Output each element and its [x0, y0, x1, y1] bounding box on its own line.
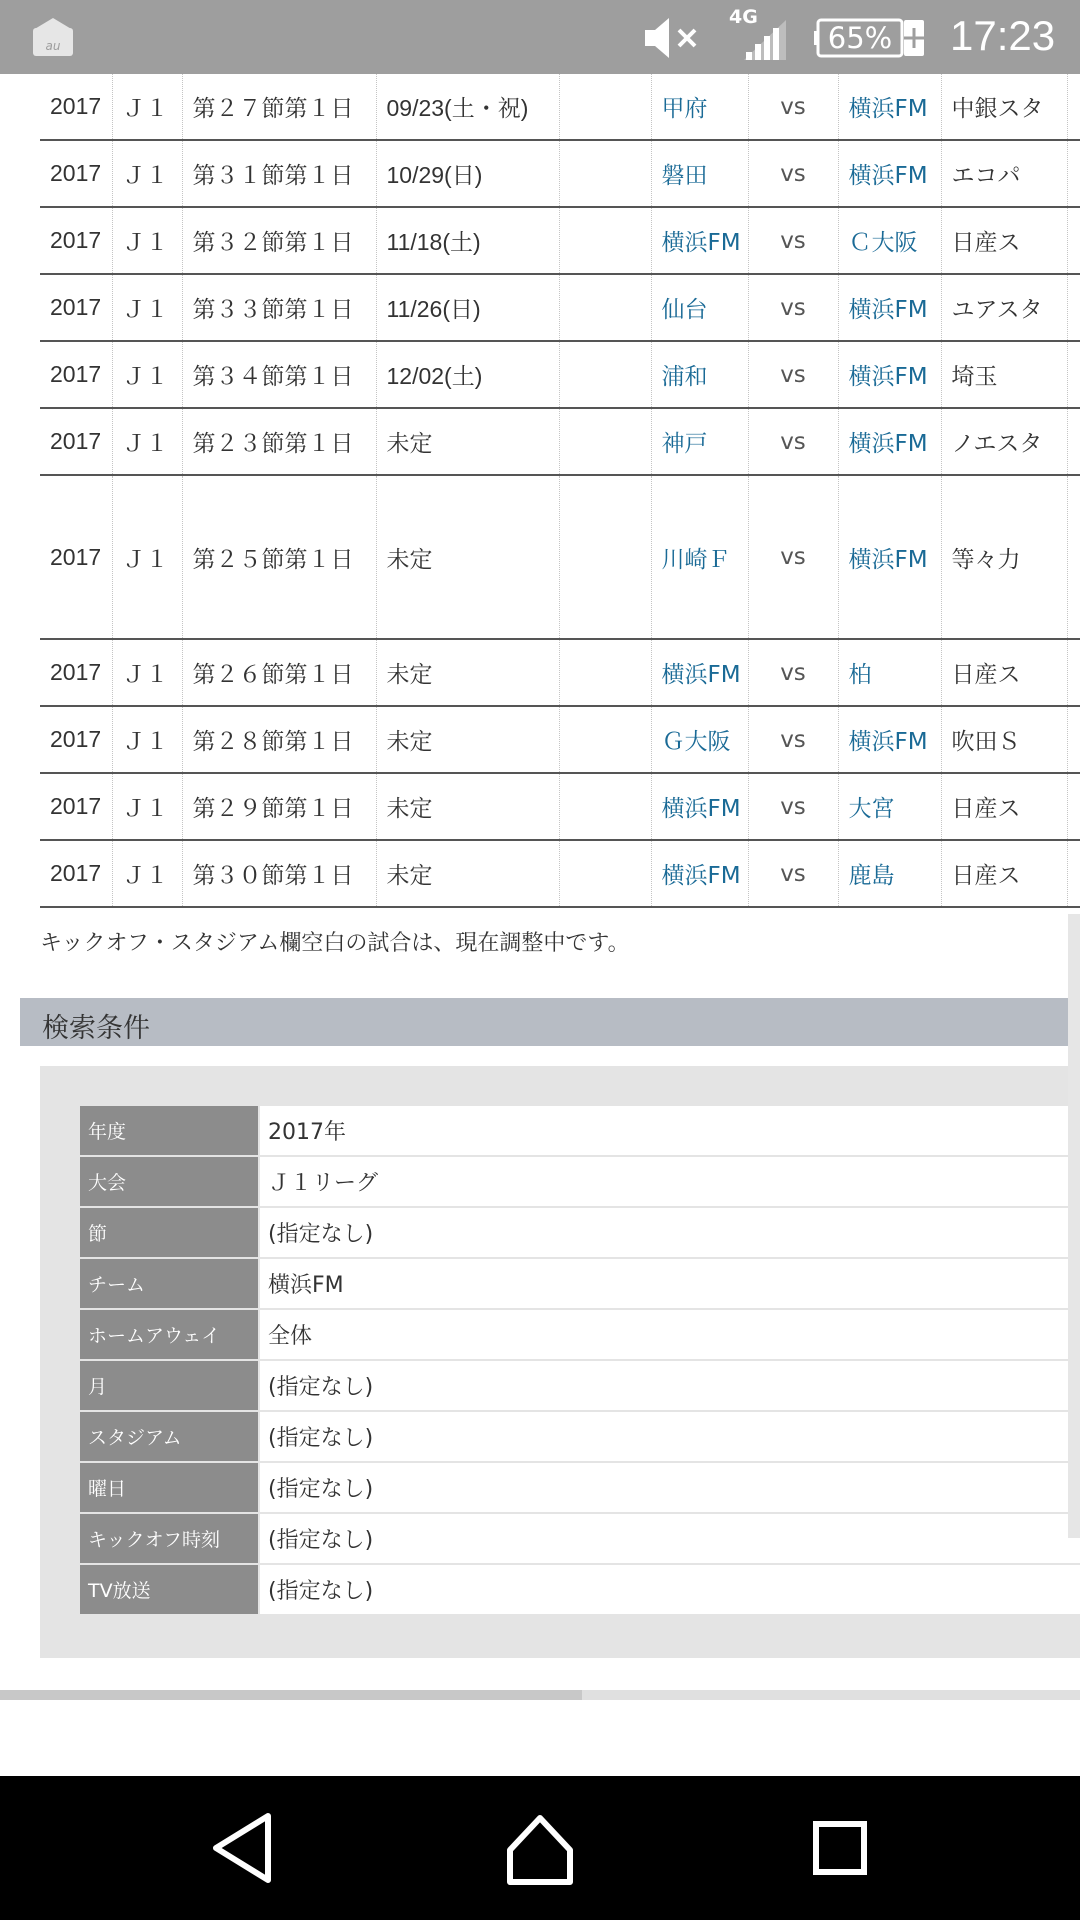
au-mail-icon	[30, 14, 76, 60]
year-cell: 2017	[40, 341, 112, 408]
away-team-link[interactable]: 鹿島	[838, 840, 941, 907]
schedule-row	[40, 639, 1080, 706]
home-team-link[interactable]: 横浜FM	[651, 207, 748, 274]
date-cell: 未定	[376, 475, 559, 639]
year-cell: 2017	[40, 475, 112, 639]
empty-cell	[1067, 773, 1080, 840]
competition-cell: Ｊ１	[112, 639, 182, 706]
battery-percentage: 65%	[827, 21, 893, 55]
schedule-row	[40, 140, 1080, 207]
empty-cell	[559, 475, 651, 639]
round-cell: 第３３節第１日	[182, 274, 376, 341]
competition-cell: Ｊ１	[112, 773, 182, 840]
round-cell: 第２６節第１日	[182, 639, 376, 706]
date-cell: 未定	[376, 408, 559, 475]
condition-row	[80, 1156, 1080, 1207]
round-cell: 第２５節第１日	[182, 475, 376, 639]
condition-label: 年度	[80, 1106, 259, 1156]
stadium-cell: 日産ス	[941, 639, 1067, 706]
condition-label: TV放送	[80, 1564, 259, 1615]
empty-cell	[559, 840, 651, 907]
stadium-cell: エコパ	[941, 140, 1067, 207]
empty-cell	[1067, 140, 1080, 207]
condition-value: 2017年	[259, 1106, 1080, 1156]
year-cell: 2017	[40, 140, 112, 207]
away-team-link[interactable]: 横浜FM	[838, 408, 941, 475]
stadium-cell: 中銀スタ	[941, 74, 1067, 140]
condition-row	[80, 1258, 1080, 1309]
search-conditions-title: 検索条件	[42, 1013, 150, 1044]
vs-cell: vs	[748, 773, 838, 840]
stadium-cell: 吹田Ｓ	[941, 706, 1067, 773]
schedule-note: キックオフ・スタジアム欄空白の試合は、現在調整中です。	[40, 931, 630, 956]
year-cell: 2017	[40, 207, 112, 274]
vs-cell: vs	[748, 408, 838, 475]
condition-value: (指定なし)	[259, 1513, 1080, 1564]
empty-cell	[1067, 341, 1080, 408]
home-team-link[interactable]: 仙台	[651, 274, 748, 341]
away-team-link[interactable]: 柏	[838, 639, 941, 706]
condition-value: (指定なし)	[259, 1360, 1080, 1411]
empty-cell	[1067, 475, 1080, 639]
home-team-link[interactable]: 浦和	[651, 341, 748, 408]
stadium-cell: 日産ス	[941, 207, 1067, 274]
empty-cell	[559, 408, 651, 475]
date-cell: 未定	[376, 840, 559, 907]
year-cell: 2017	[40, 773, 112, 840]
vs-cell: vs	[748, 639, 838, 706]
stadium-cell: 日産ス	[941, 773, 1067, 840]
home-team-link[interactable]: 横浜FM	[651, 639, 748, 706]
stadium-cell: ユアスタ	[941, 274, 1067, 341]
schedule-row	[40, 840, 1080, 907]
date-cell: 10/29(日)	[376, 140, 559, 207]
competition-cell: Ｊ１	[112, 341, 182, 408]
empty-cell	[1067, 840, 1080, 907]
condition-value: (指定なし)	[259, 1564, 1080, 1615]
stadium-cell: ノエスタ	[941, 408, 1067, 475]
home-team-link[interactable]: 磐田	[651, 140, 748, 207]
condition-label: 大会	[80, 1156, 259, 1207]
away-team-link[interactable]: 横浜FM	[838, 475, 941, 639]
condition-row	[80, 1309, 1080, 1360]
empty-cell	[1067, 207, 1080, 274]
search-conditions-header	[20, 998, 1080, 1046]
schedule-row	[40, 207, 1080, 274]
schedule-row	[40, 341, 1080, 408]
date-cell: 未定	[376, 773, 559, 840]
competition-cell: Ｊ１	[112, 408, 182, 475]
competition-cell: Ｊ１	[112, 140, 182, 207]
page-content[interactable]	[0, 74, 1080, 1776]
clock: 17:23	[950, 12, 1056, 59]
home-icon[interactable]	[500, 1808, 580, 1888]
home-team-link[interactable]: 甲府	[651, 74, 748, 140]
vs-cell: vs	[748, 341, 838, 408]
stadium-cell: 日産ス	[941, 840, 1067, 907]
condition-label: 曜日	[80, 1462, 259, 1513]
condition-label: 月	[80, 1360, 259, 1411]
away-team-link[interactable]: Ｃ大阪	[838, 207, 941, 274]
schedule-table	[40, 74, 1080, 908]
round-cell: 第３２節第１日	[182, 207, 376, 274]
date-cell: 12/02(土)	[376, 341, 559, 408]
competition-cell: Ｊ１	[112, 207, 182, 274]
network-type-label: 4G	[729, 6, 758, 28]
empty-cell	[559, 706, 651, 773]
condition-value: (指定なし)	[259, 1462, 1080, 1513]
vs-cell: vs	[748, 140, 838, 207]
schedule-row	[40, 773, 1080, 840]
date-cell: 09/23(土・祝)	[376, 74, 559, 140]
year-cell: 2017	[40, 408, 112, 475]
year-cell: 2017	[40, 74, 112, 140]
search-conditions-table	[80, 1106, 1080, 1616]
stadium-cell: 等々力	[941, 475, 1067, 639]
away-team-link[interactable]: 大宮	[838, 773, 941, 840]
away-team-link[interactable]: 横浜FM	[838, 706, 941, 773]
away-team-link[interactable]: 横浜FM	[838, 341, 941, 408]
back-icon[interactable]	[202, 1808, 282, 1888]
condition-value: (指定なし)	[259, 1411, 1080, 1462]
competition-cell: Ｊ１	[112, 274, 182, 341]
empty-cell	[1067, 74, 1080, 140]
schedule-row	[40, 408, 1080, 475]
year-cell: 2017	[40, 274, 112, 341]
condition-value: 全体	[259, 1309, 1080, 1360]
empty-cell	[559, 773, 651, 840]
date-cell: 未定	[376, 706, 559, 773]
year-cell: 2017	[40, 706, 112, 773]
away-team-link[interactable]: 横浜FM	[838, 74, 941, 140]
vs-cell: vs	[748, 74, 838, 140]
round-cell: 第３４節第１日	[182, 341, 376, 408]
away-team-link[interactable]: 横浜FM	[838, 274, 941, 341]
empty-cell	[1067, 408, 1080, 475]
round-cell: 第２８節第１日	[182, 706, 376, 773]
date-cell: 11/26(日)	[376, 274, 559, 341]
vs-cell: vs	[748, 207, 838, 274]
condition-label: チーム	[80, 1258, 259, 1309]
home-team-link[interactable]: Ｇ大阪	[651, 706, 748, 773]
svg-text:au: au	[45, 39, 61, 53]
competition-cell: Ｊ１	[112, 475, 182, 639]
condition-row	[80, 1360, 1080, 1411]
round-cell: 第３０節第１日	[182, 840, 376, 907]
vs-cell: vs	[748, 475, 838, 639]
vs-cell: vs	[748, 840, 838, 907]
home-team-link[interactable]: 神戸	[651, 408, 748, 475]
condition-label: 節	[80, 1207, 259, 1258]
empty-cell	[559, 274, 651, 341]
round-cell: 第２３節第１日	[182, 408, 376, 475]
condition-row	[80, 1411, 1080, 1462]
search-conditions-panel	[40, 1066, 1080, 1658]
round-cell: 第２７節第１日	[182, 74, 376, 140]
condition-row	[80, 1564, 1080, 1615]
signal-icon	[740, 18, 790, 62]
vertical-scrollbar[interactable]	[1068, 914, 1080, 1538]
empty-cell	[1067, 706, 1080, 773]
away-team-link[interactable]: 横浜FM	[838, 140, 941, 207]
schedule-row	[40, 706, 1080, 773]
schedule-row	[40, 274, 1080, 341]
round-cell: 第２９節第１日	[182, 773, 376, 840]
navigation-bar	[0, 1776, 1080, 1920]
condition-value: (指定なし)	[259, 1207, 1080, 1258]
condition-value: 横浜FM	[259, 1258, 1080, 1309]
empty-cell	[559, 140, 651, 207]
schedule-row	[40, 74, 1080, 140]
competition-cell: Ｊ１	[112, 840, 182, 907]
horizontal-scroll-thumb[interactable]	[0, 1690, 582, 1700]
empty-cell	[1067, 274, 1080, 341]
empty-cell	[559, 639, 651, 706]
year-cell: 2017	[40, 639, 112, 706]
empty-cell	[559, 341, 651, 408]
competition-cell: Ｊ１	[112, 74, 182, 140]
empty-cell	[559, 74, 651, 140]
condition-row	[80, 1513, 1080, 1564]
year-cell: 2017	[40, 840, 112, 907]
condition-row	[80, 1462, 1080, 1513]
volume-mute-icon	[643, 16, 703, 60]
condition-row	[80, 1106, 1080, 1156]
condition-label: ホームアウェイ	[80, 1309, 259, 1360]
date-cell: 未定	[376, 639, 559, 706]
condition-row	[80, 1207, 1080, 1258]
vs-cell: vs	[748, 274, 838, 341]
status-bar	[0, 0, 1080, 74]
home-team-link[interactable]: 横浜FM	[651, 840, 748, 907]
condition-value: Ｊ１リーグ	[259, 1156, 1080, 1207]
schedule-row	[40, 475, 1080, 639]
empty-cell	[559, 207, 651, 274]
date-cell: 11/18(土)	[376, 207, 559, 274]
recents-icon[interactable]	[800, 1808, 880, 1888]
condition-label: キックオフ時刻	[80, 1513, 259, 1564]
stadium-cell: 埼玉	[941, 341, 1067, 408]
home-team-link[interactable]: 川崎Ｆ	[651, 475, 748, 639]
home-team-link[interactable]: 横浜FM	[651, 773, 748, 840]
condition-label: スタジアム	[80, 1411, 259, 1462]
vs-cell: vs	[748, 706, 838, 773]
competition-cell: Ｊ１	[112, 706, 182, 773]
round-cell: 第３１節第１日	[182, 140, 376, 207]
empty-cell	[1067, 639, 1080, 706]
